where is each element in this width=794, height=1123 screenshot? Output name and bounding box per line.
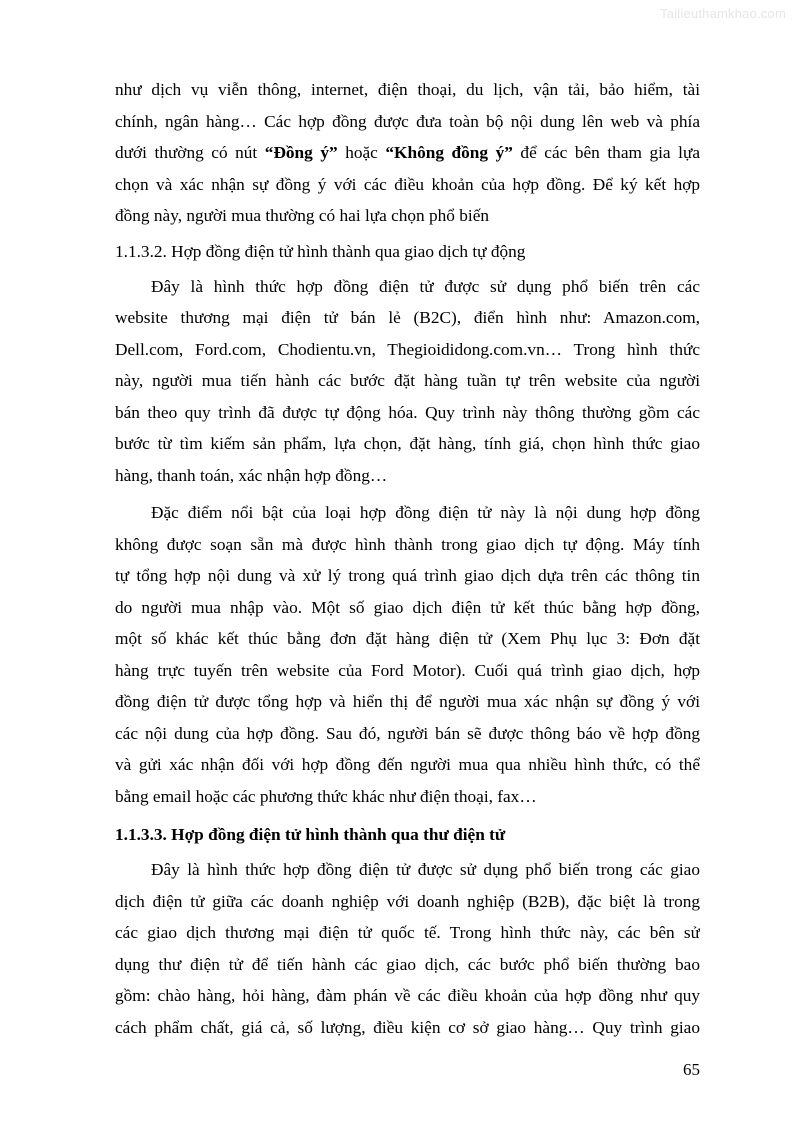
text-line: các nội dung của hợp đồng. Sau đó, người bán sẽ được thông báo về hợp đồng xyxy=(115,723,700,743)
disagree-quote: “Không đồng ý” xyxy=(385,143,513,162)
text-line: không được soạn sẵn mà được hình thành trong giao dịch tự động. Máy tính xyxy=(115,534,700,554)
text-line: chọn và xác nhận sự đồng ý với các điều khoản của hợp đồng. Để ký kết hợp xyxy=(115,174,700,194)
text-line: các giao dịch thương mại điện tử quốc tế. Trong hình thức này, các bên sử xyxy=(115,923,700,942)
text-line xyxy=(115,137,700,169)
document-body xyxy=(115,74,700,1043)
section-heading-1-1-3-3: 1.1.3.3. Hợp đồng điện tử hình thành qua thư điện tử xyxy=(115,825,506,844)
text-line: Đặc điểm nổi bật của loại hợp đồng điện tử này là nội dung hợp đồng xyxy=(151,503,700,522)
section-heading-1-1-3-2: 1.1.3.2. Hợp đồng điện tử hình thành qua giao dịch tự động xyxy=(115,241,526,261)
text-line: hàng, thanh toán, xác nhận hợp đồng… xyxy=(115,465,388,485)
text-line: Đây là hình thức hợp đồng điện tử được sử dụng phổ biến trong các giao xyxy=(151,860,700,879)
text-line: gồm: chào hàng, hỏi hàng, đàm phán về các điều khoản của hợp đồng như quy xyxy=(115,986,700,1005)
text-line: hàng trực tuyến trên website của Ford Motor). Cuối quá trình giao dịch, hợp xyxy=(115,660,700,680)
text-line: bước từ tìm kiếm sản phẩm, lựa chọn, đặt hàng, tính giá, chọn hình thức giao xyxy=(115,434,700,453)
paragraph-automated-transactions xyxy=(115,271,700,492)
text-run: hoặc xyxy=(337,143,386,162)
text-line: đồng điện tử được tổng hợp và hiển thị để người mua xác nhận sự đồng ý với xyxy=(115,692,700,711)
text-line: Dell.com, Ford.com, Chodientu.vn, Thegioididong.com.vn… Trong hình thức xyxy=(115,339,700,359)
text-line: do người mua nhập vào. Một số giao dịch điện tử kết thúc bằng hợp đồng, xyxy=(115,597,700,617)
text-line: này, người mua tiến hành các bước đặt hàng tuần tự trên website của người xyxy=(115,371,700,390)
text-line: dụng thư điện tử để tiến hành các giao dịch, các bước phổ biến thường bao xyxy=(115,954,700,974)
text-line: dịch điện tử giữa các doanh nghiệp với doanh nghiệp (B2B), đặc biệt là trong xyxy=(115,891,700,911)
text-run: để các bên tham gia lựa xyxy=(512,143,700,162)
paragraph-contract-buttons xyxy=(115,74,700,232)
paragraph-key-features xyxy=(115,497,700,812)
text-line: bán theo quy trình đã được tự động hóa. Quy trình này thông thường gồm các xyxy=(115,402,700,422)
text-line: như dịch vụ viễn thông, internet, điện thoại, du lịch, vận tải, bảo hiểm, tài xyxy=(115,80,700,99)
text-line: một số khác kết thúc bằng đơn đặt hàng điện tử (Xem Phụ lục 3: Đơn đặt xyxy=(115,629,700,648)
text-line: tự tổng hợp nội dung và xử lý trong quá trình giao dịch dựa trên các thông tin xyxy=(115,566,700,585)
text-line: và gửi xác nhận đối với hợp đồng đến người mua qua nhiều hình thức, có thể xyxy=(115,755,700,774)
text-line: cách phẩm chất, giá cả, số lượng, điều kiện cơ sở giao hàng… Quy trình giao xyxy=(115,1017,700,1037)
agree-quote: “Đồng ý” xyxy=(264,143,338,162)
watermark: Tailieuthamkhao.com xyxy=(660,6,786,21)
text-run: dưới thường có nút xyxy=(115,143,265,162)
text-line: website thương mại điện tử bán lẻ (B2C), điển hình như: Amazon.com, xyxy=(115,308,700,327)
text-line: Đây là hình thức hợp đồng điện tử được sử dụng phổ biến trên các xyxy=(151,276,700,296)
text-line: chính, ngân hàng… Các hợp đồng được đưa toàn bộ nội dung lên web và phía xyxy=(115,111,700,131)
page-number: 65 xyxy=(683,1060,700,1079)
text-line: đồng này, người mua thường có hai lựa chọn phổ biến xyxy=(115,206,490,225)
paragraph-email-contracts xyxy=(115,854,700,1043)
text-line: bằng email hoặc các phương thức khác như điện thoại, fax… xyxy=(115,786,537,806)
